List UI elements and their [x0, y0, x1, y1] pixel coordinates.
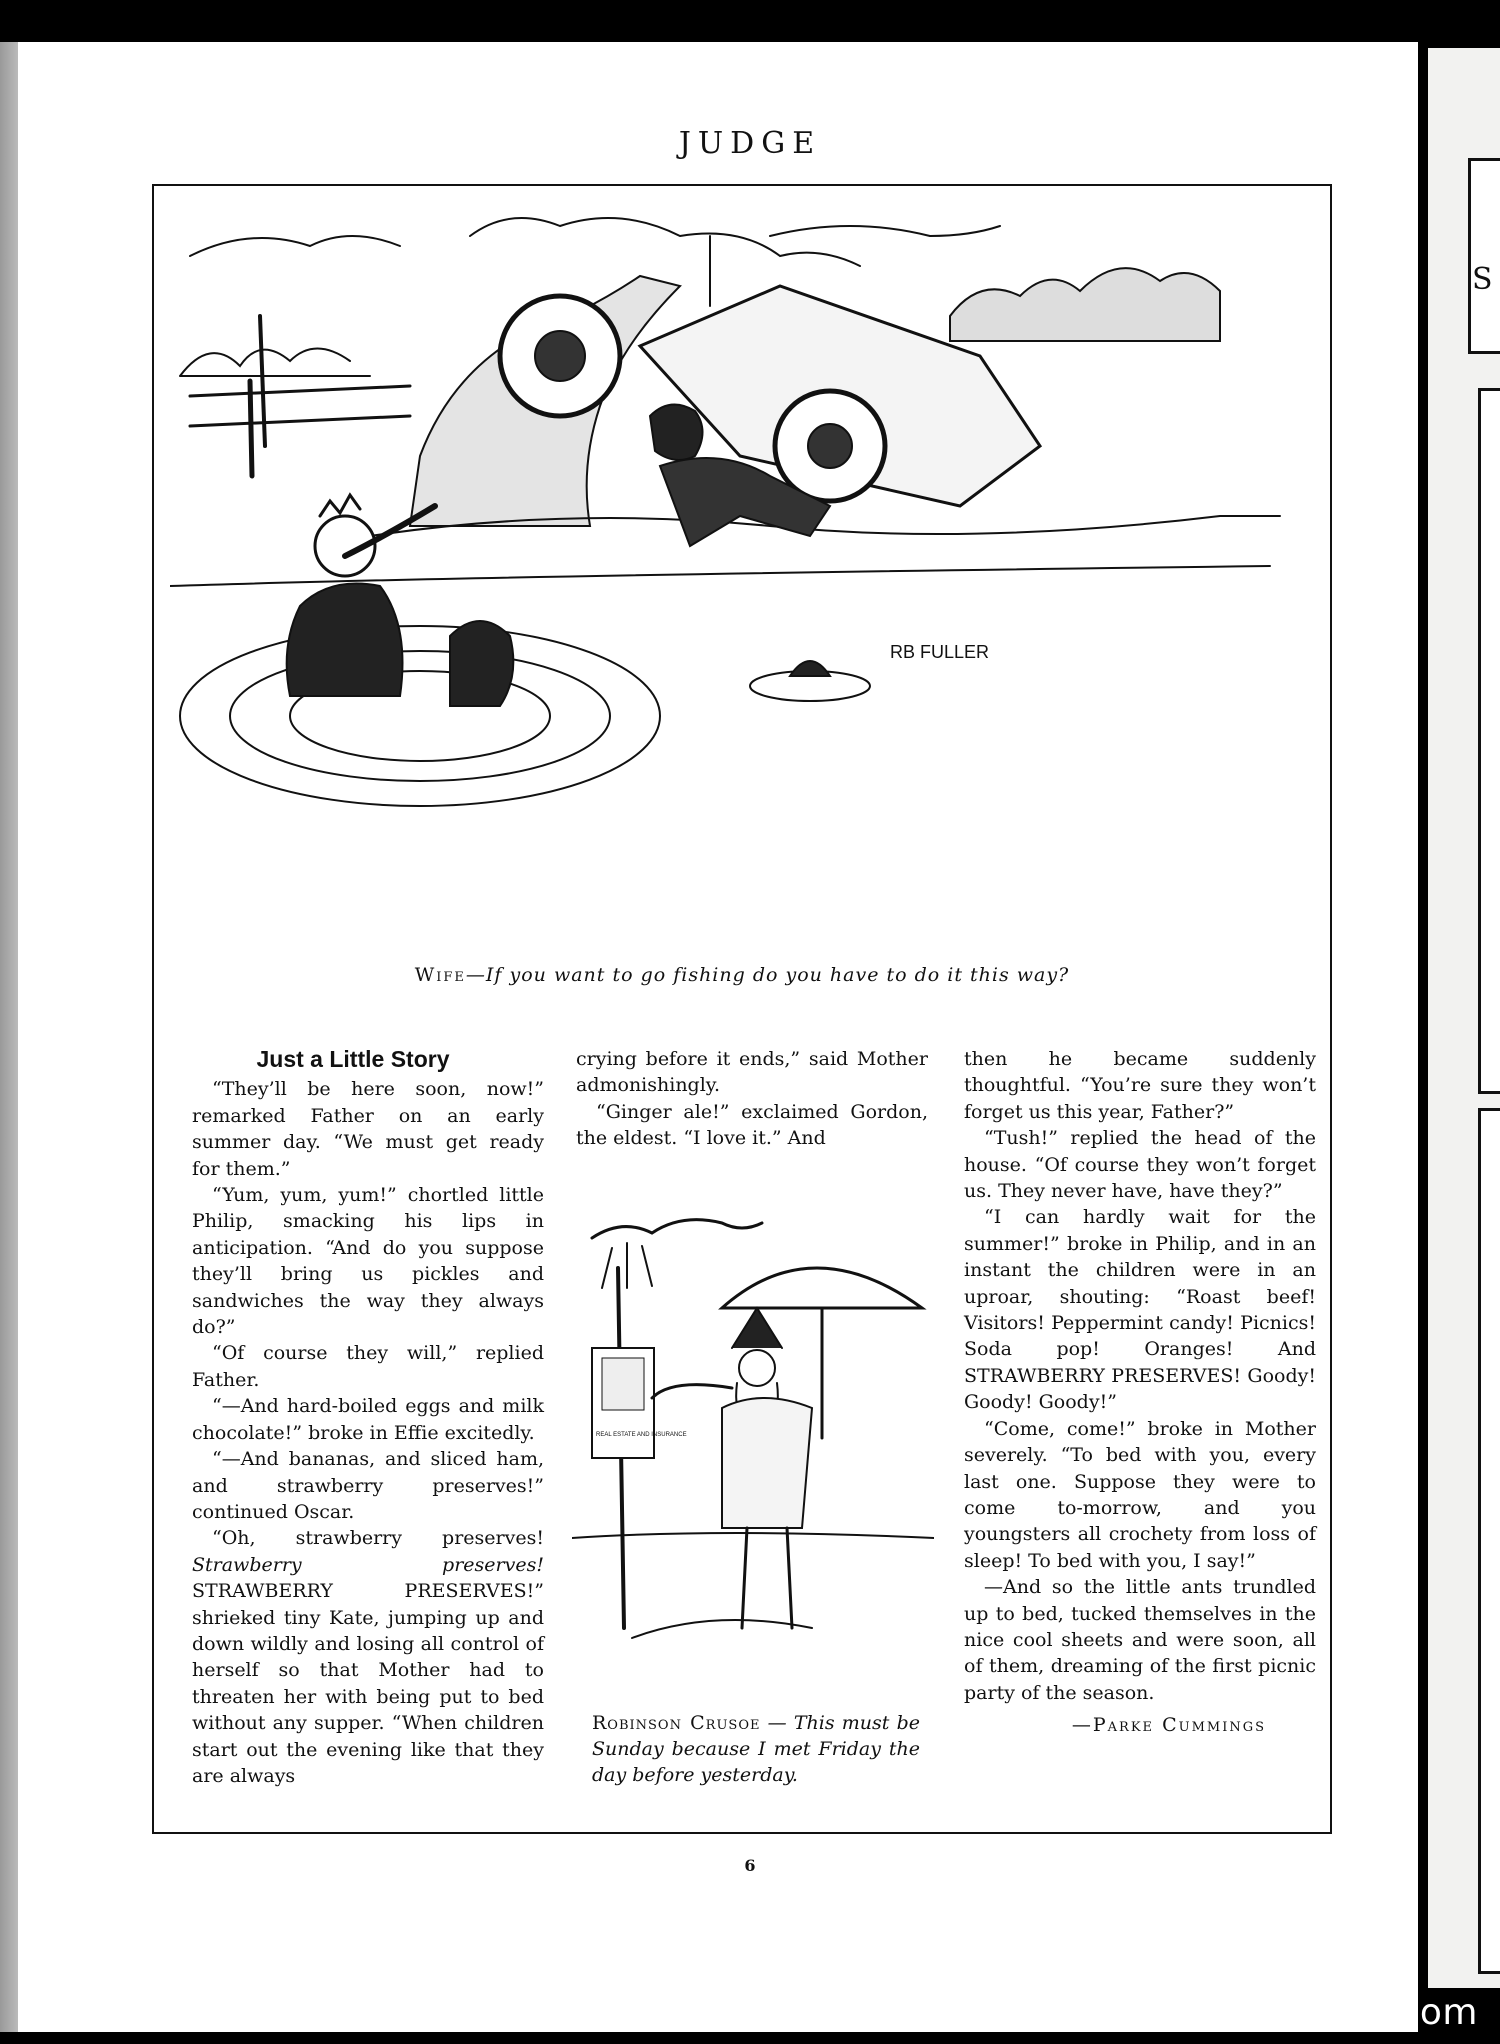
robinson-crusoe-caption [592, 1710, 920, 1788]
magazine-title: JUDGE [678, 126, 822, 161]
story-paragraph: —And so the little ants trundled up to bed, tucked themselves in the nice cool sheets and were soon, all of them, dreaming of the first picnic party of the season. [964, 1576, 1316, 1704]
facing-page-box [1478, 1108, 1500, 1974]
story-paragraph: “Yum, yum, yum!” chortled little Philip, smacking his lips in anticipation. “And do you suppose they’ll bring us pickles and sandwiches the way they always do?” [192, 1184, 544, 1339]
story-paragraph: then he became suddenly thoughtful. “You’re sure they won’t forget us this year, Father?” [964, 1048, 1316, 1123]
story-column-3 [964, 1046, 1316, 1739]
story-text-italic: Strawberry preserves! [192, 1553, 544, 1576]
story-paragraph: “Tush!” replied the head of the house. “Of course they won’t forget us. They never have, have they?” [964, 1127, 1316, 1203]
story-title: Just a Little Story [256, 1046, 450, 1072]
caption-text: —If you want to go fishing do you have to do it this way? [465, 964, 1070, 986]
facing-page-box [1478, 388, 1500, 1094]
story-paragraph: “Come, come!” broke in Mother severely. “To bed with you, every last one. Suppose they were to come to-morrow, and you youngsters all crochety from loss of sleep! To bed with you, I say!” [964, 1417, 1316, 1572]
story-text: “Oh, strawberry preserves! [212, 1527, 544, 1550]
story-column-2 [576, 1046, 928, 1152]
story-column-1 [192, 1046, 544, 1789]
notice-board-sign: REAL ESTATE AND INSURANCE [596, 1432, 687, 1438]
robinson-crusoe-cartoon-illustration [572, 1208, 934, 1688]
page-number: 6 [744, 1856, 756, 1875]
facing-page-glyph: S [1472, 262, 1493, 297]
facing-page-edge [1428, 48, 1500, 1988]
story-text: STRAWBERRY PRESERVES!” shrieked tiny Kate, jumping up and down wildly and losing all control of herself so that Mother had to threaten her with being put to bed without any supper. “When children start out the evening like that they are always [192, 1580, 544, 1787]
artist-signature: RB FULLER [890, 642, 990, 662]
fishing-cartoon-caption [152, 964, 1332, 986]
fishing-cartoon-illustration [170, 196, 1320, 956]
story-paragraph: “I can hardly wait for the summer!” broke in Philip, and in an instant the children were in an uproar, shouting: “Roast beef! Visitors! Peppermint candy! Picnics! Soda pop! Oranges! And STRAWBERRY PRESERVES! Goody! Goody! Goody!” [964, 1206, 1316, 1414]
caption-text: — This must be Sunday because I met Friday the day before yesterday. [592, 1712, 920, 1786]
story-paragraph: “They’ll be here soon, now!” remarked Father on an early summer day. “We must get ready for them.” [192, 1078, 544, 1180]
story-author: —Parke Cummings [1071, 1714, 1266, 1737]
story-paragraph: “Of course they will,” replied Father. [192, 1342, 544, 1391]
story-paragraph [192, 1525, 544, 1789]
facing-page-box [1468, 158, 1500, 354]
watermark: comicbooks.com [1169, 1992, 1478, 2033]
caption-speaker: Robinson Crusoe [592, 1712, 761, 1734]
caption-speaker: Wife [414, 964, 466, 986]
story-paragraph: crying before it ends,” said Mother admonishingly. [576, 1048, 928, 1097]
story-paragraph: “—And bananas, and sliced ham, and strawberry preserves!” continued Oscar. [192, 1448, 544, 1523]
story-paragraph: “Ginger ale!” exclaimed Gordon, the eldest. “I love it.” And [576, 1100, 928, 1150]
story-paragraph: “—And hard-boiled eggs and milk chocolate!” broke in Effie excitedly. [192, 1395, 544, 1444]
